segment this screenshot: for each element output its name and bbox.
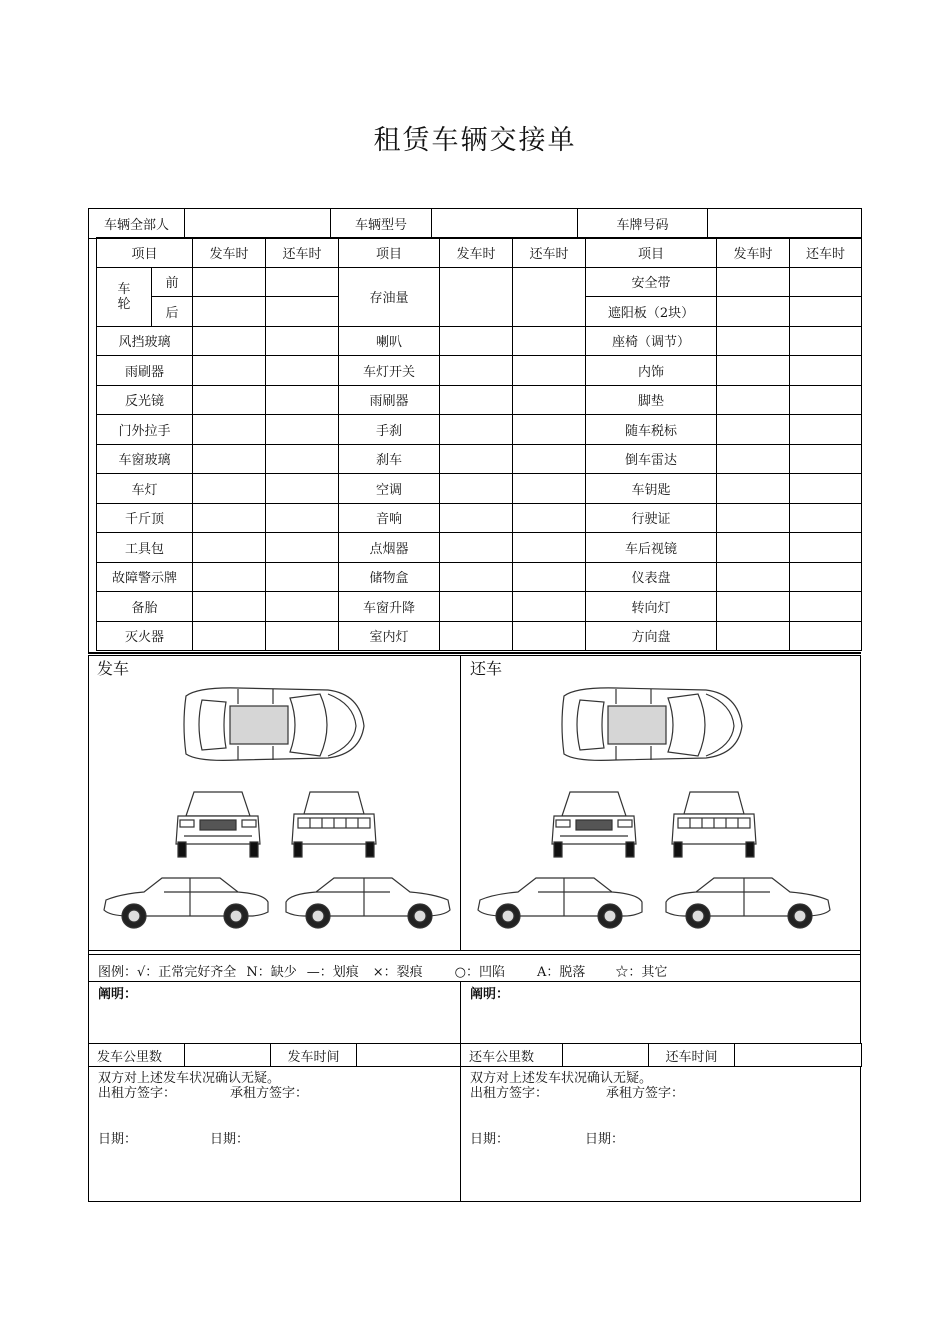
check-cell[interactable] — [717, 415, 790, 445]
item-label: 手刹 — [339, 415, 440, 445]
check-cell[interactable] — [193, 267, 266, 297]
check-cell[interactable] — [790, 415, 862, 445]
outer-left-border — [88, 237, 89, 654]
check-cell[interactable] — [266, 621, 339, 651]
check-cell[interactable] — [717, 621, 790, 651]
check-cell[interactable] — [193, 444, 266, 474]
check-cell[interactable] — [513, 326, 586, 356]
wheel-front-label: 前 — [152, 267, 193, 297]
header-return-1: 还车时 — [266, 238, 339, 268]
legend-prefix: 图例： — [98, 965, 138, 980]
check-cell[interactable] — [193, 415, 266, 445]
car-top-view-return[interactable] — [556, 684, 746, 766]
header-return-3: 还车时 — [790, 238, 862, 268]
diagram-bottom-rule — [88, 950, 861, 951]
item-label: 千斤顶 — [97, 503, 193, 533]
check-cell[interactable] — [513, 474, 586, 504]
item-label: 雨刷器 — [339, 385, 440, 415]
check-cell[interactable] — [513, 444, 586, 474]
item-label: 雨刷器 — [97, 356, 193, 386]
return-diagram-label: 还车 — [470, 659, 503, 678]
oil-level-label: 存油量 — [339, 267, 440, 326]
check-cell[interactable] — [513, 562, 586, 592]
header-item-2: 项目 — [339, 238, 440, 268]
return-lessor-sign[interactable]: 出租方签字： — [470, 1086, 549, 1101]
check-cell[interactable] — [193, 474, 266, 504]
check-cell[interactable] — [790, 474, 862, 504]
table-row — [97, 592, 862, 622]
check-cell[interactable] — [266, 444, 339, 474]
check-cell[interactable] — [790, 356, 862, 386]
signature-divider — [460, 1066, 461, 1202]
check-cell[interactable] — [266, 385, 339, 415]
item-label: 仪表盘 — [586, 562, 717, 592]
return-time-field[interactable] — [735, 1044, 862, 1067]
check-cell[interactable] — [717, 385, 790, 415]
return-lessee-sign[interactable]: 承租方签字： — [606, 1086, 685, 1101]
item-label: 车钥匙 — [586, 474, 717, 504]
table-row — [97, 444, 862, 474]
check-cell[interactable] — [193, 297, 266, 327]
wheel-group-label: 车轮 — [97, 267, 152, 326]
item-label: 内饰 — [586, 356, 717, 386]
checklist-header-row — [97, 238, 862, 268]
check-cell[interactable] — [790, 385, 862, 415]
check-cell[interactable] — [266, 356, 339, 386]
check-cell[interactable] — [440, 415, 513, 445]
item-label: 车窗玻璃 — [97, 444, 193, 474]
model-field[interactable] — [432, 209, 578, 239]
check-cell[interactable] — [266, 533, 339, 563]
header-depart-2: 发车时 — [440, 238, 513, 268]
return-date-1[interactable]: 日期： — [470, 1132, 510, 1147]
check-cell[interactable] — [266, 474, 339, 504]
item-label: 储物盒 — [339, 562, 440, 592]
return-mileage-field[interactable] — [563, 1044, 649, 1067]
check-cell[interactable] — [513, 356, 586, 386]
check-cell[interactable] — [790, 562, 862, 592]
table-row — [97, 503, 862, 533]
check-cell[interactable] — [790, 326, 862, 356]
item-label: 车灯开关 — [339, 356, 440, 386]
item-label: 车灯 — [97, 474, 193, 504]
legend-item: √：正常完好齐全 — [137, 965, 237, 980]
table-row — [97, 474, 862, 504]
item-label: 门外拉手 — [97, 415, 193, 445]
check-cell[interactable] — [440, 621, 513, 651]
mileage-table — [88, 1043, 862, 1067]
item-label: 倒车雷达 — [586, 444, 717, 474]
check-cell[interactable] — [717, 562, 790, 592]
return-mileage-label: 还车公里数 — [461, 1044, 563, 1067]
check-cell[interactable] — [717, 503, 790, 533]
legend-item: ☆：其它 — [615, 965, 668, 980]
table-row — [97, 621, 862, 651]
depart-date-2[interactable]: 日期： — [210, 1132, 250, 1147]
check-cell[interactable] — [440, 444, 513, 474]
check-cell[interactable] — [440, 533, 513, 563]
check-cell[interactable] — [717, 356, 790, 386]
item-label: 工具包 — [97, 533, 193, 563]
item-label: 方向盘 — [586, 621, 717, 651]
check-cell[interactable] — [513, 503, 586, 533]
legend-item: ×：裂痕 — [372, 965, 423, 980]
item-label: 转向灯 — [586, 592, 717, 622]
check-cell[interactable] — [513, 267, 586, 326]
item-label: 脚垫 — [586, 385, 717, 415]
check-cell[interactable] — [717, 474, 790, 504]
item-label: 安全带 — [586, 267, 717, 297]
item-label: 音响 — [339, 503, 440, 533]
check-cell[interactable] — [717, 326, 790, 356]
check-cell[interactable] — [266, 592, 339, 622]
car-left-side-depart[interactable] — [100, 872, 272, 930]
legend-item: ○：凹陷 — [454, 965, 505, 980]
check-cell[interactable] — [717, 444, 790, 474]
check-cell[interactable] — [266, 267, 339, 297]
header-item-1: 项目 — [97, 238, 193, 268]
check-cell[interactable] — [440, 385, 513, 415]
car-rear-view-return[interactable] — [668, 788, 760, 858]
check-cell[interactable] — [193, 533, 266, 563]
check-cell[interactable] — [440, 326, 513, 356]
header-depart-3: 发车时 — [717, 238, 790, 268]
plate-label: 车牌号码 — [578, 209, 708, 239]
legend — [98, 961, 667, 980]
item-label: 车后视镜 — [586, 533, 717, 563]
depart-lessor-sign[interactable]: 出租方签字： — [98, 1086, 177, 1101]
car-front-view-depart[interactable] — [172, 786, 264, 858]
check-cell[interactable] — [513, 385, 586, 415]
owner-field[interactable] — [185, 209, 331, 239]
item-label: 遮阳板（2块） — [586, 297, 717, 327]
notes-left-label: 阐明： — [98, 987, 138, 1002]
item-label: 随车税标 — [586, 415, 717, 445]
legend-item: —：划痕 — [306, 965, 359, 980]
table-row — [97, 385, 862, 415]
item-label: 刹车 — [339, 444, 440, 474]
model-label: 车辆型号 — [331, 209, 432, 239]
return-confirm-text: 双方对上述发车状况确认无疑。 — [470, 1071, 653, 1086]
item-label: 点烟器 — [339, 533, 440, 563]
owner-label: 车辆全部人 — [89, 209, 185, 239]
check-cell[interactable] — [193, 385, 266, 415]
check-cell[interactable] — [440, 503, 513, 533]
depart-diagram-label: 发车 — [97, 659, 130, 678]
check-cell[interactable] — [266, 297, 339, 327]
table-row — [97, 326, 862, 356]
item-label: 反光镜 — [97, 385, 193, 415]
header-depart-1: 发车时 — [193, 238, 266, 268]
check-cell[interactable] — [790, 621, 862, 651]
item-label: 行驶证 — [586, 503, 717, 533]
check-cell[interactable] — [266, 326, 339, 356]
check-cell[interactable] — [193, 503, 266, 533]
inspection-checklist — [96, 237, 862, 651]
item-label: 室内灯 — [339, 621, 440, 651]
item-label: 备胎 — [97, 592, 193, 622]
item-label: 空调 — [339, 474, 440, 504]
check-cell[interactable] — [193, 326, 266, 356]
depart-time-field[interactable] — [357, 1044, 461, 1067]
depart-mileage-label: 发车公里数 — [89, 1044, 185, 1067]
item-label: 灭火器 — [97, 621, 193, 651]
wheel-back-label: 后 — [152, 297, 193, 327]
item-label: 车窗升降 — [339, 592, 440, 622]
check-cell[interactable] — [193, 356, 266, 386]
header-return-2: 还车时 — [513, 238, 586, 268]
table-row — [97, 533, 862, 563]
car-right-side-depart[interactable] — [282, 872, 454, 930]
return-time-label: 还车时间 — [649, 1044, 735, 1067]
check-cell[interactable] — [717, 533, 790, 563]
check-cell[interactable] — [790, 444, 862, 474]
car-rear-view-depart[interactable] — [288, 788, 380, 858]
check-cell[interactable] — [440, 267, 513, 326]
legend-item: N：缺少 — [246, 965, 297, 980]
check-cell[interactable] — [717, 592, 790, 622]
check-cell[interactable] — [790, 297, 862, 327]
diagram-divider — [460, 655, 461, 951]
car-front-view-return[interactable] — [548, 786, 640, 858]
check-cell[interactable] — [790, 533, 862, 563]
car-right-side-return[interactable] — [662, 872, 834, 930]
check-cell[interactable] — [266, 562, 339, 592]
depart-lessee-sign[interactable]: 承租方签字： — [230, 1086, 309, 1101]
legend-item: A：脱落 — [536, 965, 586, 980]
page-title: 租赁车辆交接单 — [373, 125, 577, 156]
check-cell[interactable] — [193, 621, 266, 651]
header-item-3: 项目 — [586, 238, 717, 268]
notes-right-label: 阐明： — [470, 987, 510, 1002]
check-cell[interactable] — [266, 415, 339, 445]
item-label: 座椅（调节） — [586, 326, 717, 356]
table-row — [97, 415, 862, 445]
depart-confirm-text: 双方对上述发车状况确认无疑。 — [98, 1071, 281, 1086]
car-top-view-depart[interactable] — [178, 684, 368, 766]
check-cell[interactable] — [440, 356, 513, 386]
depart-mileage-field[interactable] — [185, 1044, 271, 1067]
check-cell[interactable] — [717, 297, 790, 327]
depart-date-1[interactable]: 日期： — [98, 1132, 138, 1147]
item-label: 喇叭 — [339, 326, 440, 356]
plate-field[interactable] — [708, 209, 862, 239]
check-cell[interactable] — [717, 267, 790, 297]
depart-time-label: 发车时间 — [271, 1044, 357, 1067]
check-cell[interactable] — [513, 415, 586, 445]
check-cell[interactable] — [193, 592, 266, 622]
check-cell[interactable] — [513, 592, 586, 622]
return-date-2[interactable]: 日期： — [585, 1132, 625, 1147]
check-cell[interactable] — [790, 267, 862, 297]
table-row — [97, 562, 862, 592]
check-cell[interactable] — [790, 503, 862, 533]
check-cell[interactable] — [193, 562, 266, 592]
item-label: 故障警示牌 — [97, 562, 193, 592]
check-cell[interactable] — [513, 621, 586, 651]
table-row — [97, 267, 862, 297]
vehicle-info-table — [88, 208, 862, 239]
check-cell[interactable] — [513, 533, 586, 563]
check-cell[interactable] — [790, 592, 862, 622]
item-label: 风挡玻璃 — [97, 326, 193, 356]
check-cell[interactable] — [440, 562, 513, 592]
table-row — [97, 356, 862, 386]
check-cell[interactable] — [440, 474, 513, 504]
check-cell[interactable] — [266, 503, 339, 533]
notes-divider — [460, 981, 461, 1044]
check-cell[interactable] — [440, 592, 513, 622]
car-left-side-return[interactable] — [474, 872, 646, 930]
